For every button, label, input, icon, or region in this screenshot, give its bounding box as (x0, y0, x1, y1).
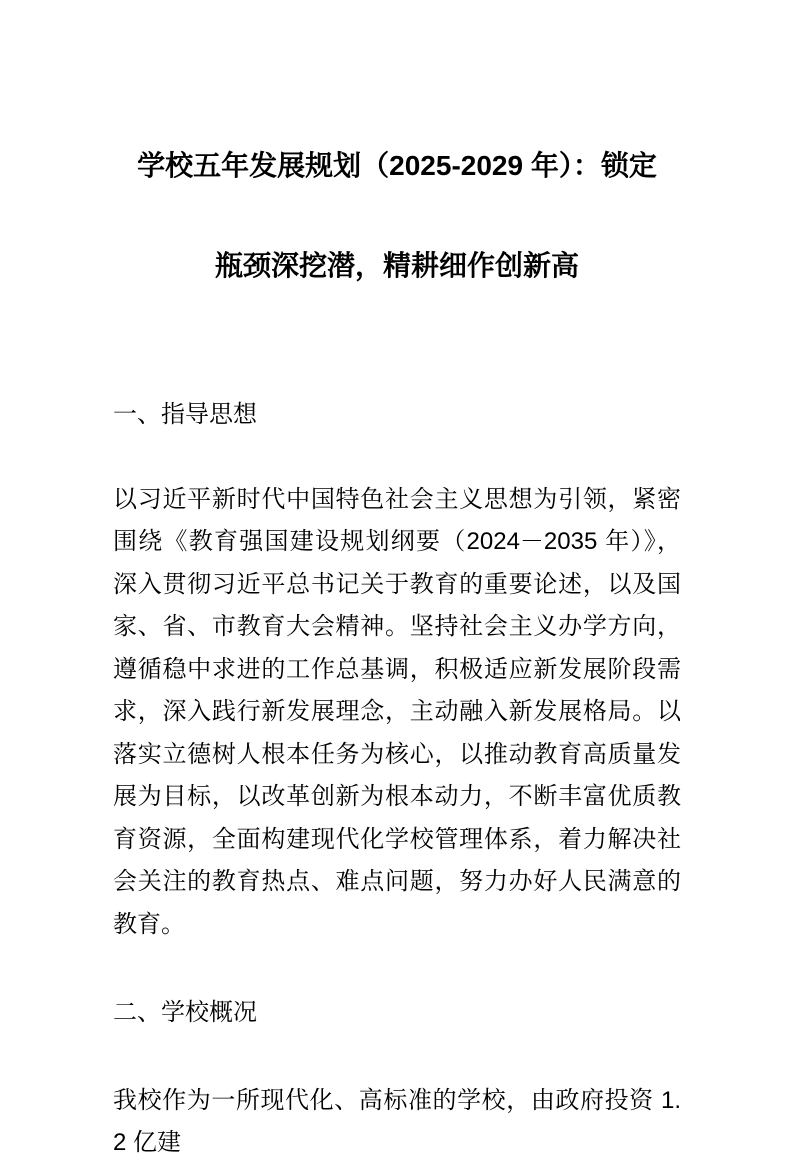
section-heading-school-overview: 二、学校概况 (113, 999, 257, 1026)
spacer-section-two-heading-to-paragraph (113, 1035, 681, 1080)
spacer-title-to-section-one (113, 316, 681, 394)
section-paragraph-guiding-ideology: 以习近平新时代中国特色社会主义思想为引领，紧密围绕《教育强国建设规划纲要（2024－2035 年）》，深入贯彻习近平总书记关于教育的重要论述，以及国家、省、市教育大会精神。坚持社会主义办学方向，遵循稳中求进的工作总基调，积极适应新发展阶段需求，深入践行新发展理念，主动融入新发展格局。以落实立德树人根本任务为核心，以推动教育高质量发展为目标，以改革创新为根本动力，不断丰富优质教育资源，全面构建现代化学校管理体系，着力解决社会关注的教育热点、难点问题，努力办好人民满意的教育。 (113, 485, 681, 938)
section-heading-guiding-ideology: 一、指导思想 (113, 401, 257, 428)
spacer-section-one-to-section-two (113, 946, 681, 992)
section-paragraph-school-overview: 我校作为一所现代化、高标准的学校，由政府投资 1.2 亿建 (113, 1086, 681, 1156)
document-title (113, 116, 681, 316)
document-body (113, 0, 681, 1165)
document-title-line-1: 学校五年发展规划（2025-2029 年）：锁定 (137, 150, 657, 181)
spacer-section-one-heading-to-paragraph (113, 437, 681, 479)
document-title-line-2: 瓶颈深挖潜，精耕细作创新高 (214, 250, 579, 281)
